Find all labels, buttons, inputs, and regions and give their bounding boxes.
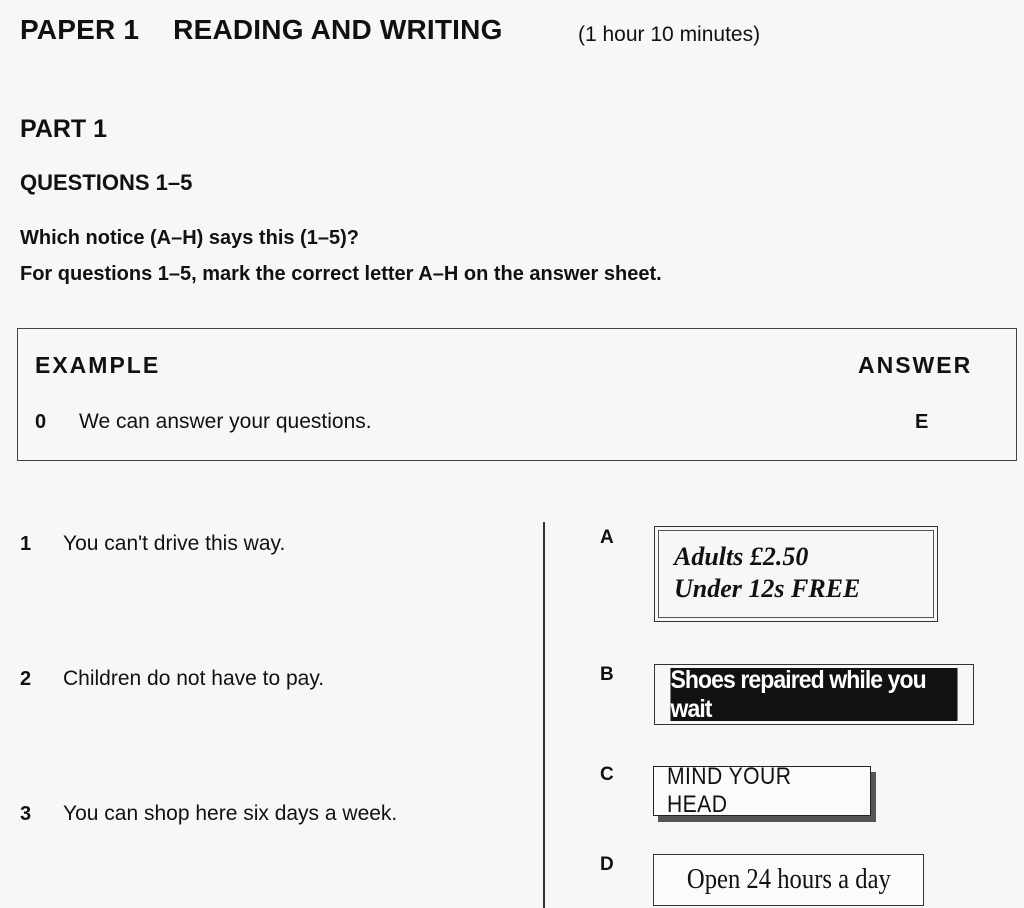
column-divider bbox=[543, 522, 545, 908]
question-text: Children do not have to pay. bbox=[63, 667, 325, 690]
example-number: 0 bbox=[35, 411, 47, 433]
notice-letter-b: B bbox=[600, 664, 614, 685]
notice-a bbox=[654, 526, 938, 622]
question-number: 2 bbox=[20, 668, 32, 690]
example-box bbox=[17, 328, 1017, 461]
notice-d bbox=[653, 854, 924, 906]
example-label: EXAMPLE bbox=[35, 352, 161, 378]
notice-b bbox=[654, 664, 974, 725]
question-text: You can shop here six days a week. bbox=[63, 802, 398, 825]
part-heading: PART 1 bbox=[20, 115, 108, 143]
notice-d-text: Open 24 hours a day bbox=[686, 864, 891, 895]
paper-name: READING AND WRITING bbox=[173, 14, 503, 45]
paper-number: PAPER 1 bbox=[20, 14, 140, 45]
notice-letter-a: A bbox=[600, 527, 614, 548]
instruction-2: For questions 1–5, mark the correct letter A–H on the answer sheet. bbox=[20, 263, 662, 285]
paper-duration: (1 hour 10 minutes) bbox=[578, 23, 761, 46]
example-answer: E bbox=[915, 411, 929, 433]
paper-title bbox=[20, 14, 537, 46]
notice-a-line-2: Under 12s FREE bbox=[674, 574, 861, 603]
instruction-1: Which notice (A–H) says this (1–5)? bbox=[20, 227, 359, 249]
question-number: 1 bbox=[20, 533, 32, 555]
answer-label: ANSWER bbox=[858, 352, 973, 378]
notice-letter-d: D bbox=[600, 854, 614, 875]
notice-c bbox=[653, 763, 871, 818]
notice-letter-c: C bbox=[600, 764, 614, 785]
notice-a-line-1: Adults £2.50 bbox=[674, 542, 809, 571]
question-text: You can't drive this way. bbox=[63, 532, 286, 555]
example-text: We can answer your questions. bbox=[79, 410, 372, 433]
questions-heading: QUESTIONS 1–5 bbox=[20, 170, 193, 195]
question-number: 3 bbox=[20, 803, 32, 825]
notice-c-text: MIND YOUR HEAD bbox=[666, 763, 792, 818]
notice-b-text: Shoes repaired while you wait bbox=[670, 668, 957, 721]
